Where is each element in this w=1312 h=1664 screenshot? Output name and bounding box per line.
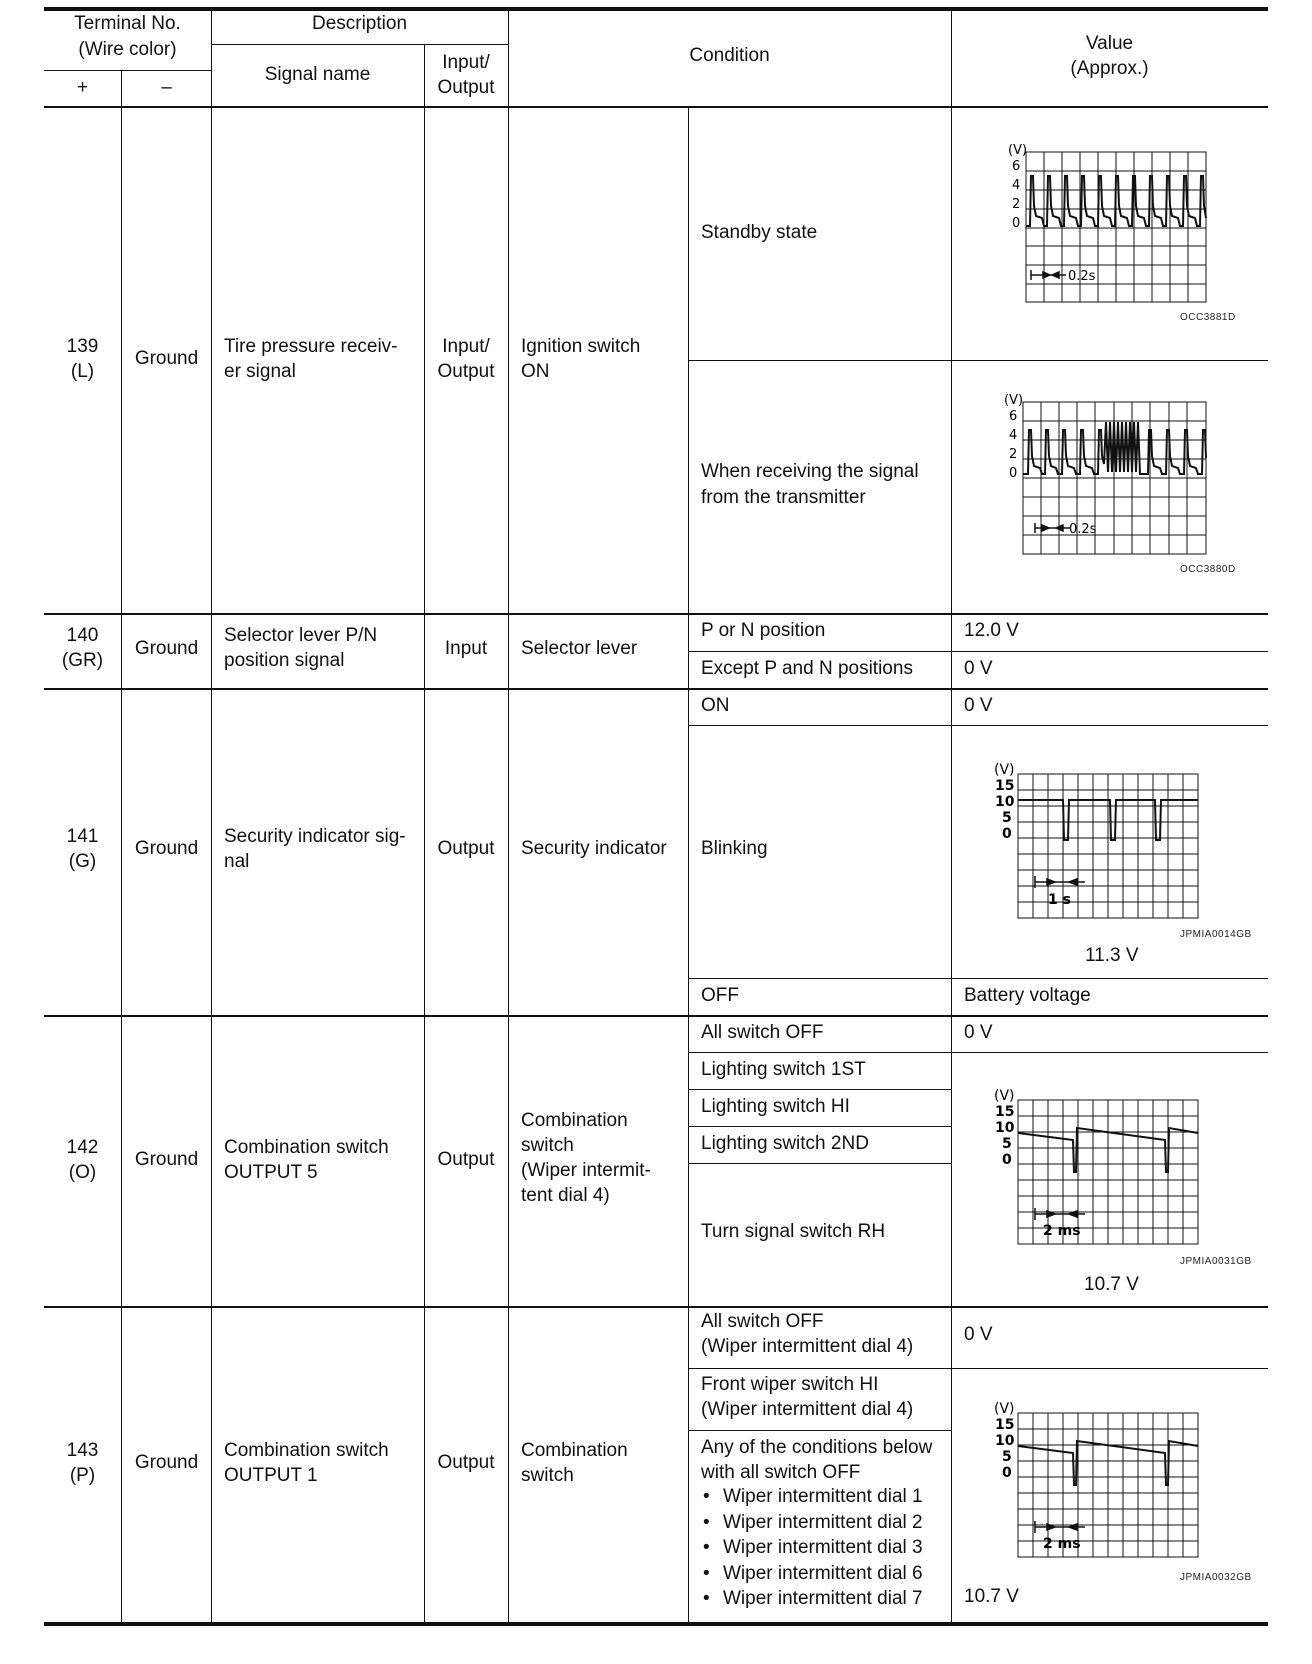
wave-unit: (V) [994, 1088, 1015, 1104]
row-divider [44, 613, 1268, 615]
header-bottom-rule [44, 106, 1268, 108]
wave-tick: 5 [1002, 1449, 1012, 1465]
wave-tick: 10 [995, 794, 1015, 810]
wire-color: (G) [68, 851, 97, 872]
header-value-line2: (Approx.) [1070, 58, 1149, 79]
signal-name: position signal [224, 650, 345, 671]
sub-condition: Standby state [701, 222, 818, 243]
subrow-divider [688, 1089, 951, 1090]
value: 11.3 V [1085, 945, 1139, 966]
list-item: • Wiper intermittent dial 2 [701, 1510, 923, 1536]
signal-name: Selector lever P/N [224, 625, 378, 646]
wave-tick: 0 [1002, 826, 1012, 842]
terminal-number: 139 [66, 336, 99, 357]
wave-tick: 5 [1002, 1136, 1012, 1152]
signal-name: nal [224, 851, 250, 872]
header-minus: – [161, 77, 172, 98]
io-type: Output [437, 361, 495, 382]
table-bottom-rule [44, 1622, 1268, 1626]
row-divider [44, 688, 1268, 690]
condition: Combination [521, 1440, 628, 1461]
figure-code: OCC3881D [1180, 312, 1236, 323]
sub-condition: with all switch OFF [701, 1462, 861, 1483]
condition: Ignition switch [521, 336, 641, 357]
value: 0 V [964, 1022, 993, 1043]
row-divider [44, 1306, 1268, 1308]
condition: switch [521, 1135, 574, 1156]
col-divider [211, 11, 212, 1623]
subrow-divider [688, 978, 1268, 979]
ground-terminal: Ground [134, 348, 199, 369]
sub-condition: Turn signal switch RH [701, 1221, 886, 1242]
wave-tick: 15 [995, 778, 1015, 794]
signal-name: er signal [224, 361, 296, 382]
header-plus: + [76, 77, 89, 98]
wave-tick: 2 [1012, 197, 1021, 212]
sub-condition: (Wiper intermittent dial 4) [701, 1336, 914, 1357]
io-type: Output [437, 838, 495, 859]
col-divider [951, 11, 952, 1623]
value: 10.7 V [964, 1586, 1019, 1607]
wave-tick: 10 [995, 1120, 1015, 1136]
wave-tick: 0 [1009, 466, 1018, 481]
wave-tick: 2 [1009, 447, 1018, 462]
value: 0 V [964, 658, 993, 679]
header-wire-color: (Wire color) [78, 39, 177, 60]
sub-condition: When receiving the signal [701, 461, 919, 482]
wave-time-label: 0.2s [1069, 522, 1097, 537]
signal-name: Security indicator sig- [224, 826, 406, 847]
condition: ON [521, 361, 550, 382]
waveform-output1 [985, 1401, 1205, 1561]
signal-name: OUTPUT 5 [224, 1162, 318, 1183]
subrow-divider [688, 360, 1268, 361]
header-io-line1: Input/ [442, 52, 490, 73]
sub-condition: Except P and N positions [701, 658, 913, 679]
terminal-number: 141 [66, 826, 99, 847]
wave-tick: 0 [1012, 216, 1021, 231]
header-terminal-no: Terminal No. [74, 13, 181, 34]
wave-tick: 15 [995, 1104, 1015, 1120]
subrow-divider [688, 1163, 951, 1164]
sub-condition: from the transmitter [701, 487, 866, 508]
wave-tick: 0 [1002, 1152, 1012, 1168]
waveform-blinking [985, 762, 1205, 922]
ground-terminal: Ground [134, 638, 199, 659]
waveform-output5 [985, 1088, 1205, 1248]
wire-color: (O) [68, 1162, 97, 1183]
sub-condition: ON [701, 695, 730, 716]
sub-condition: Lighting switch HI [701, 1096, 850, 1117]
wave-tick: 6 [1009, 409, 1018, 424]
signal-name: Combination switch [224, 1137, 389, 1158]
header-divider [44, 70, 211, 71]
wave-unit: (V) [994, 1401, 1015, 1417]
signal-name: Combination switch [224, 1440, 389, 1461]
row-divider [44, 1015, 1268, 1017]
wave-tick: 0 [1002, 1465, 1012, 1481]
condition: Combination [521, 1110, 628, 1131]
subrow-divider [688, 1368, 1268, 1369]
wave-tick: 6 [1012, 159, 1021, 174]
sub-condition: All switch OFF [701, 1311, 824, 1332]
figure-code: JPMIA0014GB [1180, 929, 1252, 940]
terminal-number: 143 [66, 1440, 99, 1461]
col-divider [121, 107, 122, 1623]
condition-bullet-list [701, 1484, 923, 1612]
wave-time-label: 1 s [1048, 892, 1071, 908]
signal-name: Tire pressure receiv- [224, 336, 398, 357]
header-value-line1: Value [1085, 33, 1134, 54]
wave-unit: (V) [1004, 393, 1024, 408]
wave-unit: (V) [1008, 143, 1028, 158]
value: 0 V [964, 695, 993, 716]
wave-time-label: 2 ms [1043, 1223, 1081, 1239]
ground-terminal: Ground [134, 1452, 199, 1473]
sub-condition: P or N position [701, 620, 826, 641]
wire-color: (P) [69, 1465, 96, 1486]
list-item: • Wiper intermittent dial 7 [701, 1586, 923, 1612]
col-divider [424, 44, 425, 1623]
sub-condition: OFF [701, 985, 739, 1006]
wire-color: (GR) [61, 650, 104, 671]
condition: (Wiper intermit- [521, 1160, 651, 1181]
wave-tick: 5 [1002, 810, 1012, 826]
header-signal-name: Signal name [264, 64, 371, 85]
header-divider [211, 44, 508, 45]
list-item: • Wiper intermittent dial 1 [701, 1484, 923, 1510]
sub-condition: Any of the conditions below [701, 1437, 933, 1458]
terminal-number: 142 [66, 1137, 99, 1158]
wave-time-label: 2 ms [1043, 1536, 1081, 1552]
condition: switch [521, 1465, 574, 1486]
figure-code: JPMIA0032GB [1180, 1572, 1252, 1583]
sub-condition: (Wiper intermittent dial 4) [701, 1399, 914, 1420]
wave-unit: (V) [994, 762, 1015, 778]
io-type: Output [437, 1149, 495, 1170]
sub-condition: Lighting switch 1ST [701, 1059, 866, 1080]
list-item: • Wiper intermittent dial 3 [701, 1535, 923, 1561]
ground-terminal: Ground [134, 838, 199, 859]
signal-name: OUTPUT 1 [224, 1465, 318, 1486]
sub-condition: Lighting switch 2ND [701, 1133, 869, 1154]
col-divider [508, 11, 509, 1623]
wave-time-label: 0.2s [1068, 269, 1096, 284]
condition: Security indicator [521, 838, 667, 859]
ground-terminal: Ground [134, 1149, 199, 1170]
value: Battery voltage [964, 985, 1091, 1006]
value: 12.0 V [964, 620, 1019, 641]
header-condition: Condition [689, 45, 770, 66]
col-divider [688, 107, 689, 1623]
io-type: Input/ [442, 336, 490, 357]
wave-tick: 4 [1012, 178, 1021, 193]
subrow-divider [688, 725, 1268, 726]
header-io-line2: Output [437, 77, 495, 98]
io-type: Output [437, 1452, 495, 1473]
waveform-receiving [990, 392, 1230, 562]
header-description: Description [311, 13, 408, 34]
list-item: • Wiper intermittent dial 6 [701, 1561, 923, 1587]
wave-tick: 4 [1009, 428, 1018, 443]
condition: Selector lever [521, 638, 638, 659]
figure-code: OCC3880D [1180, 564, 1236, 575]
value: 0 V [964, 1324, 993, 1345]
subrow-divider [688, 1126, 951, 1127]
condition: tent dial 4) [521, 1185, 610, 1206]
subrow-divider [688, 1430, 951, 1431]
terminal-number: 140 [66, 625, 99, 646]
io-type: Input [444, 638, 488, 659]
subrow-divider [688, 1052, 1268, 1053]
subrow-divider [688, 651, 1268, 652]
value: 10.7 V [1084, 1274, 1139, 1295]
sub-condition: Front wiper switch HI [701, 1374, 879, 1395]
figure-code: JPMIA0031GB [1180, 1256, 1252, 1267]
waveform-standby [990, 140, 1230, 310]
sub-condition: All switch OFF [701, 1022, 824, 1043]
wave-tick: 15 [995, 1417, 1015, 1433]
wave-tick: 10 [995, 1433, 1015, 1449]
sub-condition: Blinking [701, 838, 768, 859]
wire-color: (L) [70, 361, 95, 382]
